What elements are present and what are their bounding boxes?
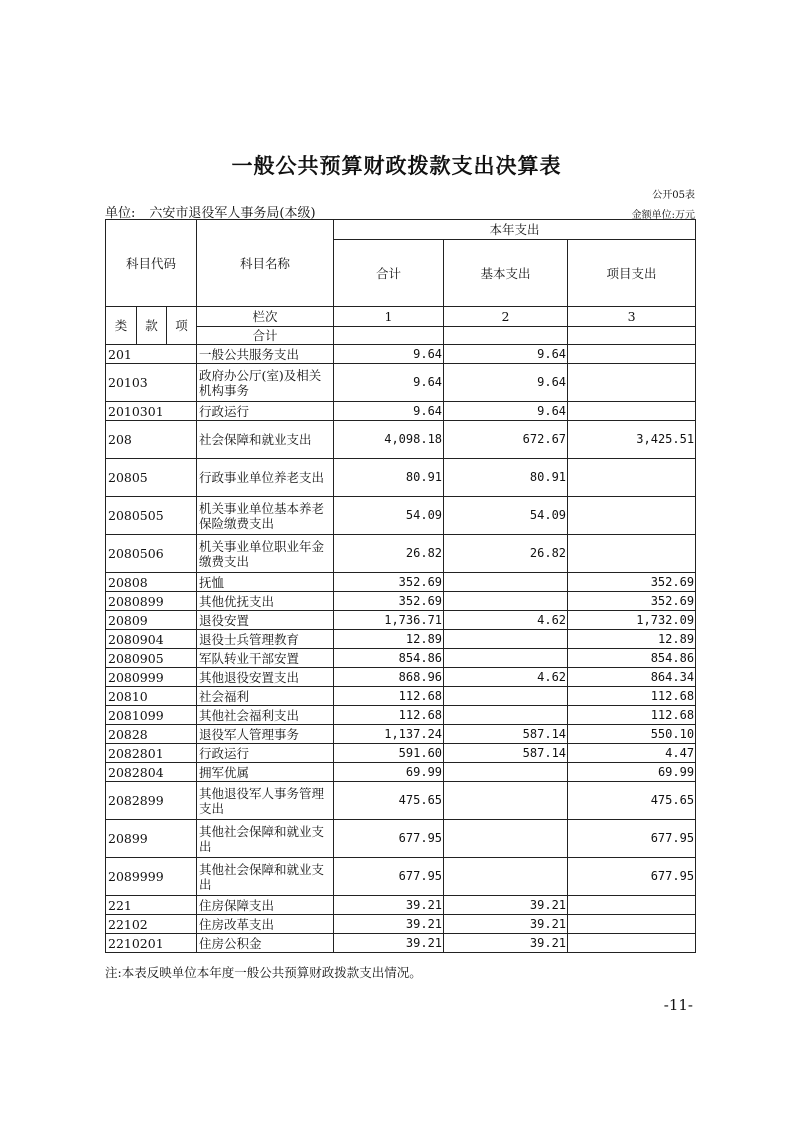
page-number: -11-: [663, 996, 693, 1014]
subject-name-cell: 退役军人管理事务: [197, 725, 334, 744]
subject-name-cell: 其他退役安置支出: [197, 668, 334, 687]
header-column-index: 栏次: [197, 307, 334, 327]
subject-code-cell: 2080506: [106, 535, 197, 573]
table-row: [106, 706, 696, 725]
subject-code-cell: 208: [106, 421, 197, 459]
subject-code-cell: 221: [106, 896, 197, 915]
total-cell: 677.95: [334, 858, 444, 896]
expenditure-table: [105, 219, 696, 953]
header-class: 类: [106, 307, 137, 345]
total-cell: 39.21: [334, 896, 444, 915]
table-row: [106, 573, 696, 592]
subject-code-cell: 20805: [106, 459, 197, 497]
total-cell: 54.09: [334, 497, 444, 535]
table-row: [106, 364, 696, 402]
subject-code-cell: 2089999: [106, 858, 197, 896]
total-cell: 475.65: [334, 782, 444, 820]
table-body: [106, 345, 696, 953]
sum-total-cell: [334, 327, 444, 345]
table-row: [106, 725, 696, 744]
subject-name-cell: 其他社会保障和就业支出: [197, 820, 334, 858]
basic-cell: 39.21: [444, 934, 568, 953]
total-cell: 39.21: [334, 915, 444, 934]
total-cell: 112.68: [334, 706, 444, 725]
project-cell: [568, 915, 696, 934]
basic-cell: [444, 820, 568, 858]
header-total: 合计: [334, 240, 444, 307]
header-item: 项: [167, 307, 197, 345]
basic-cell: 54.09: [444, 497, 568, 535]
subject-name-cell: 政府办公厅(室)及相关机构事务: [197, 364, 334, 402]
subject-code-cell: 2081099: [106, 706, 197, 725]
project-cell: 12.89: [568, 630, 696, 649]
subject-code-cell: 20899: [106, 820, 197, 858]
footnote: 注:本表反映单位本年度一般公共预算财政拨款支出情况。: [105, 965, 422, 980]
project-cell: 4.47: [568, 744, 696, 763]
header-col3: 3: [568, 307, 696, 327]
table-row: [106, 763, 696, 782]
project-cell: 475.65: [568, 782, 696, 820]
project-cell: 3,425.51: [568, 421, 696, 459]
table-row: [106, 687, 696, 706]
project-cell: 112.68: [568, 687, 696, 706]
basic-cell: 80.91: [444, 459, 568, 497]
header-project: 项目支出: [568, 240, 696, 307]
table-row: [106, 820, 696, 858]
basic-cell: 587.14: [444, 725, 568, 744]
project-cell: 864.34: [568, 668, 696, 687]
basic-cell: [444, 763, 568, 782]
subject-name-cell: 行政运行: [197, 402, 334, 421]
subject-code-cell: 2010301: [106, 402, 197, 421]
table-row: [106, 668, 696, 687]
subject-name-cell: 其他退役军人事务管理支出: [197, 782, 334, 820]
table-row: [106, 421, 696, 459]
subject-code-cell: 2082801: [106, 744, 197, 763]
total-cell: 80.91: [334, 459, 444, 497]
table-row: [106, 345, 696, 364]
unit-line: [105, 202, 695, 220]
subject-code-cell: 201: [106, 345, 197, 364]
basic-cell: 4.62: [444, 611, 568, 630]
table-row: [106, 497, 696, 535]
basic-cell: [444, 687, 568, 706]
header-col2: 2: [444, 307, 568, 327]
project-cell: [568, 535, 696, 573]
subject-name-cell: 机关事业单位职业年金缴费支出: [197, 535, 334, 573]
header-col1: 1: [334, 307, 444, 327]
project-cell: [568, 364, 696, 402]
basic-cell: 9.64: [444, 345, 568, 364]
unit-label: 单位:: [105, 206, 136, 221]
total-cell: 112.68: [334, 687, 444, 706]
project-cell: [568, 459, 696, 497]
table-row: [106, 535, 696, 573]
subject-name-cell: 退役安置: [197, 611, 334, 630]
header-subject-name: 科目名称: [197, 220, 334, 307]
subject-code-cell: 2210201: [106, 934, 197, 953]
subject-name-cell: 军队转业干部安置: [197, 649, 334, 668]
total-cell: 4,098.18: [334, 421, 444, 459]
subject-code-cell: 2080505: [106, 497, 197, 535]
header-row: [106, 307, 696, 327]
subject-code-cell: 2082804: [106, 763, 197, 782]
subject-name-cell: 一般公共服务支出: [197, 345, 334, 364]
subject-name-cell: 拥军优属: [197, 763, 334, 782]
sum-project-cell: [568, 327, 696, 345]
table-row: [106, 592, 696, 611]
basic-cell: 9.64: [444, 402, 568, 421]
project-cell: 677.95: [568, 820, 696, 858]
basic-cell: [444, 706, 568, 725]
project-cell: 352.69: [568, 573, 696, 592]
basic-cell: 39.21: [444, 896, 568, 915]
total-cell: 1,137.24: [334, 725, 444, 744]
table-row: [106, 858, 696, 896]
sum-row-label: 合计: [197, 327, 334, 345]
subject-name-cell: 住房改革支出: [197, 915, 334, 934]
subject-code-cell: 2080904: [106, 630, 197, 649]
page-title: 一般公共预算财政拨款支出决算表: [231, 153, 562, 178]
header-row: [106, 220, 696, 240]
total-cell: 677.95: [334, 820, 444, 858]
header-section: 款: [137, 307, 167, 345]
total-cell: 352.69: [334, 592, 444, 611]
table-row: [106, 402, 696, 421]
project-cell: 352.69: [568, 592, 696, 611]
project-cell: 854.86: [568, 649, 696, 668]
subject-code-cell: 20103: [106, 364, 197, 402]
basic-cell: 9.64: [444, 364, 568, 402]
total-cell: 26.82: [334, 535, 444, 573]
basic-cell: [444, 858, 568, 896]
subject-name-cell: 退役士兵管理教育: [197, 630, 334, 649]
table-row: [106, 649, 696, 668]
total-cell: 854.86: [334, 649, 444, 668]
total-cell: 39.21: [334, 934, 444, 953]
subject-name-cell: 其他社会保障和就业支出: [197, 858, 334, 896]
unit-name: 六安市退役军人事务局(本级): [149, 206, 316, 221]
project-cell: [568, 345, 696, 364]
table-row: [106, 630, 696, 649]
table-row: [106, 611, 696, 630]
total-cell: 868.96: [334, 668, 444, 687]
total-cell: 69.99: [334, 763, 444, 782]
basic-cell: 39.21: [444, 915, 568, 934]
subject-code-cell: 20808: [106, 573, 197, 592]
header-basic: 基本支出: [444, 240, 568, 307]
total-cell: 9.64: [334, 345, 444, 364]
subject-code-cell: 2080905: [106, 649, 197, 668]
total-cell: 591.60: [334, 744, 444, 763]
total-cell: 12.89: [334, 630, 444, 649]
project-cell: 1,732.09: [568, 611, 696, 630]
sum-basic-cell: [444, 327, 568, 345]
basic-cell: 26.82: [444, 535, 568, 573]
project-cell: [568, 402, 696, 421]
total-cell: 9.64: [334, 364, 444, 402]
basic-cell: 4.62: [444, 668, 568, 687]
subject-code-cell: 20809: [106, 611, 197, 630]
total-cell: 352.69: [334, 573, 444, 592]
basic-cell: 587.14: [444, 744, 568, 763]
basic-cell: [444, 630, 568, 649]
subject-name-cell: 其他社会福利支出: [197, 706, 334, 725]
project-cell: 112.68: [568, 706, 696, 725]
project-cell: [568, 896, 696, 915]
subject-name-cell: 社会福利: [197, 687, 334, 706]
table-row: [106, 915, 696, 934]
basic-cell: [444, 592, 568, 611]
total-cell: 9.64: [334, 402, 444, 421]
subject-name-cell: 抚恤: [197, 573, 334, 592]
subject-name-cell: 住房保障支出: [197, 896, 334, 915]
header-this-year: 本年支出: [334, 220, 696, 240]
subject-code-cell: 20828: [106, 725, 197, 744]
subject-name-cell: 机关事业单位基本养老保险缴费支出: [197, 497, 334, 535]
subject-code-cell: 22102: [106, 915, 197, 934]
basic-cell: [444, 573, 568, 592]
subject-name-cell: 其他优抚支出: [197, 592, 334, 611]
subject-name-cell: 住房公积金: [197, 934, 334, 953]
subject-name-cell: 行政事业单位养老支出: [197, 459, 334, 497]
table-row: [106, 459, 696, 497]
subject-code-cell: 20810: [106, 687, 197, 706]
total-cell: 1,736.71: [334, 611, 444, 630]
project-cell: [568, 497, 696, 535]
table-row: [106, 744, 696, 763]
project-cell: [568, 934, 696, 953]
project-cell: 677.95: [568, 858, 696, 896]
basic-cell: [444, 649, 568, 668]
basic-cell: 672.67: [444, 421, 568, 459]
table-row: [106, 782, 696, 820]
project-cell: 550.10: [568, 725, 696, 744]
subject-code-cell: 2082899: [106, 782, 197, 820]
subject-code-cell: 2080999: [106, 668, 197, 687]
subject-name-cell: 社会保障和就业支出: [197, 421, 334, 459]
header-subject-code: 科目代码: [106, 220, 197, 307]
subject-name-cell: 行政运行: [197, 744, 334, 763]
form-code: 公开05表: [652, 190, 695, 201]
table-row: [106, 934, 696, 953]
project-cell: 69.99: [568, 763, 696, 782]
table-row: [106, 896, 696, 915]
subject-code-cell: 2080899: [106, 592, 197, 611]
amount-unit: 金额单位:万元: [631, 210, 695, 221]
basic-cell: [444, 782, 568, 820]
